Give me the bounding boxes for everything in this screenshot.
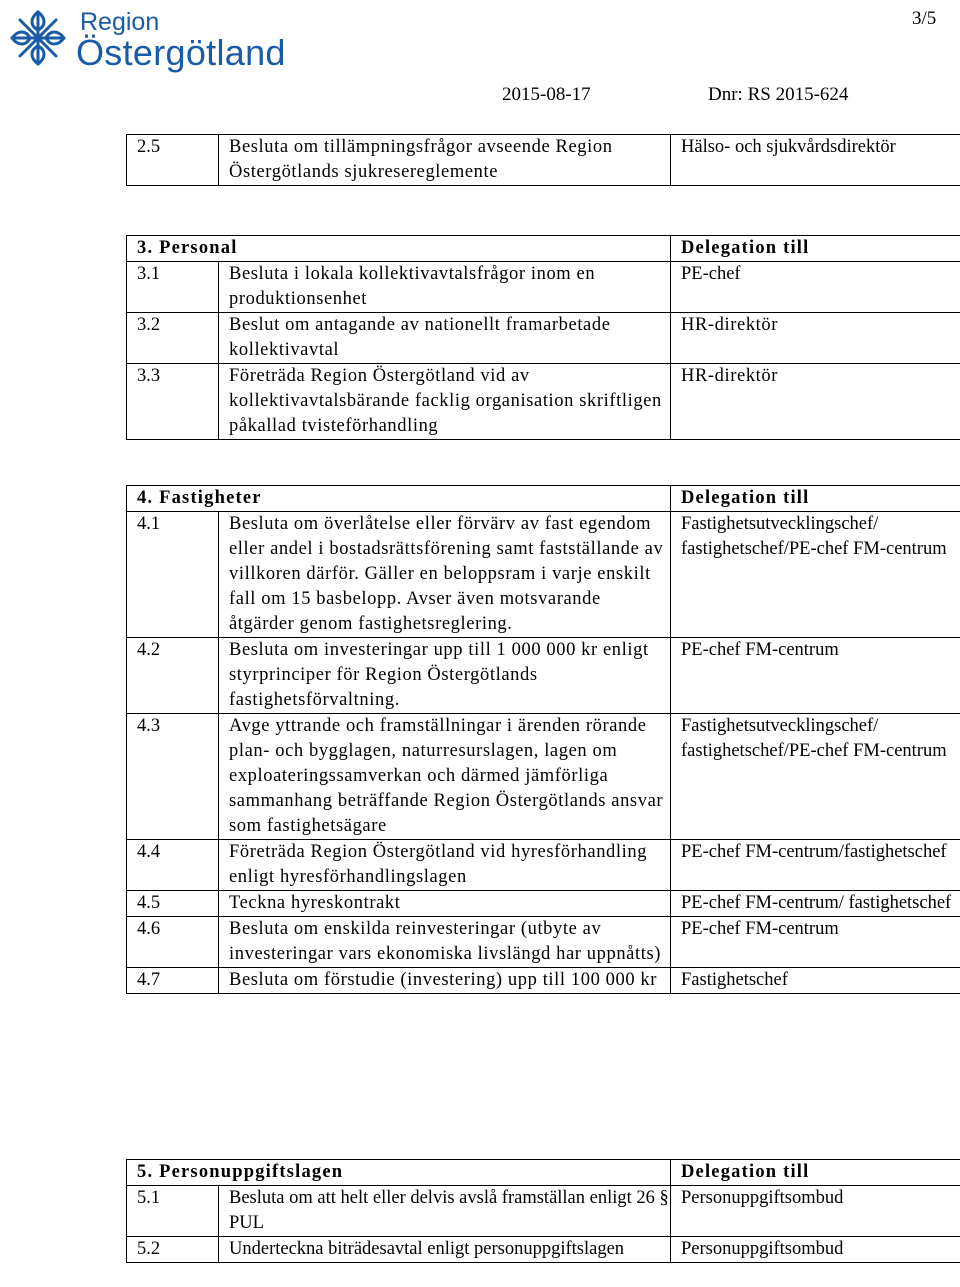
row-delegate: Hälso- och sjukvårdsdirektör [671,135,960,186]
row-delegate: Personuppgiftsombud [671,1186,960,1237]
row-number: 4.4 [127,840,219,891]
table-row [127,840,960,891]
row-description: Besluta om förstudie (investering) upp till 100 000 kr [219,968,671,994]
row-delegate: Fastighetschef [671,968,960,994]
table-row [127,364,960,440]
row-delegate: PE-chef FM-centrum/ fastighetschef [671,891,960,917]
row-number: 3.1 [127,262,219,313]
section-header-row [127,236,960,262]
document-date: 2015-08-17 [502,84,591,105]
row-number: 4.7 [127,968,219,994]
row-delegate: PE-chef FM-centrum [671,638,960,714]
table-row [127,135,960,186]
row-number: 2.5 [127,135,219,186]
table-row [127,512,960,638]
table-row [127,313,960,364]
logo-text-ostergotland: Östergötland [76,32,286,73]
row-description: Företräda Region Östergötland vid av kollektivavtalsbärande facklig organisation skriftligen påkallad tvisteförhandling [219,364,671,440]
row-description: Underteckna biträdesavtal enligt personuppgiftslagen [219,1237,671,1263]
table-row [127,917,960,968]
table-row [127,891,960,917]
section-header-row [127,1160,960,1186]
row-description: Besluta om att helt eller delvis avslå framställan enligt 26 § PUL [219,1186,671,1237]
section-title: 4. Fastigheter [127,486,671,512]
row-number: 5.2 [127,1237,219,1263]
row-delegate: HR-direktör [671,364,960,440]
row-delegate: Fastighetsutvecklingschef/ fastighetschef/PE-chef FM-centrum [671,512,960,638]
section-header-row [127,486,960,512]
table-row [127,1186,960,1237]
row-delegate: Fastighetsutvecklingschef/ fastighetschef/PE-chef FM-centrum [671,714,960,840]
row-number: 4.3 [127,714,219,840]
table-row [127,714,960,840]
section-title: 5. Personuppgiftslagen [127,1160,671,1186]
document-dnr: Dnr: RS 2015-624 [708,84,849,105]
section-5-table [126,1159,960,1263]
row-number: 4.6 [127,917,219,968]
row-number: 4.1 [127,512,219,638]
section-4-table [126,485,960,994]
delegation-header: Delegation till [671,486,960,512]
row-delegate: PE-chef FM-centrum/fastighetschef [671,840,960,891]
delegation-header: Delegation till [671,236,960,262]
table-row [127,1237,960,1263]
delegation-header: Delegation till [671,1160,960,1186]
row-delegate: PE-chef [671,262,960,313]
row-number: 5.1 [127,1186,219,1237]
row-number: 4.2 [127,638,219,714]
row-description: Besluta i lokala kollektivavtalsfrågor inom en produktionsenhet [219,262,671,313]
table-row [127,638,960,714]
region-logo-icon [6,6,70,70]
region-logo [6,4,286,73]
row-description: Teckna hyreskontrakt [219,891,671,917]
row-description: Besluta om tillämpningsfrågor avseende Region Östergötlands sjukresereglemente [219,135,671,186]
row-delegate: PE-chef FM-centrum [671,917,960,968]
row-number: 3.2 [127,313,219,364]
row-description: Besluta om enskilda reinvesteringar (utbyte av investeringar vars ekonomiska livslängd har uppnåtts) [219,917,671,968]
section-title: 3. Personal [127,236,671,262]
section-2-table [126,134,960,186]
row-description: Besluta om överlåtelse eller förvärv av fast egendom eller andel i bostadsrättsförening samt fastställande av villkoren därför. Gäller en beloppsram i varje enskilt fall om 15 basbelopp. Avser även motsvarande åtgärder genom fastighetsreglering. [219,512,671,638]
page-number: 3/5 [912,8,937,29]
row-description: Företräda Region Östergötland vid hyresförhandling enligt hyresförhandlingslagen [219,840,671,891]
row-delegate: Personuppgiftsombud [671,1237,960,1263]
row-delegate: HR-direktör [671,313,960,364]
row-number: 4.5 [127,891,219,917]
table-row [127,968,960,994]
row-description: Avge yttrande och framställningar i ärenden rörande plan- och bygglagen, naturresurslagen, lagen om exploateringssamverkan och därmed jämförliga sammanhang beträffande Region Östergötlands ansvar som fastighetsägare [219,714,671,840]
table-row [127,262,960,313]
row-description: Beslut om antagande av nationellt framarbetade kollektivavtal [219,313,671,364]
section-3-table [126,235,960,440]
row-description: Besluta om investeringar upp till 1 000 000 kr enligt styrprinciper för Region Östergötlands fastighetsförvaltning. [219,638,671,714]
row-number: 3.3 [127,364,219,440]
logo-text-region: Region [80,8,160,36]
